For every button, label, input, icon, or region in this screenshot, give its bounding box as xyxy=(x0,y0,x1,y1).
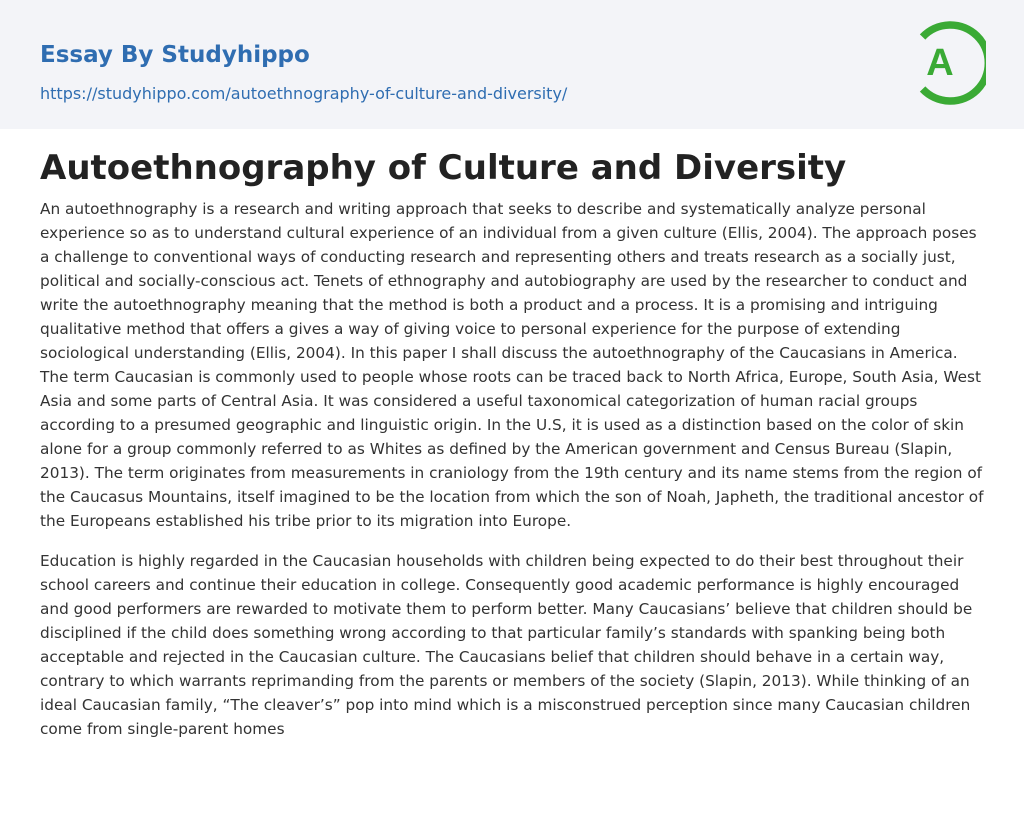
logo-letter: A xyxy=(926,42,954,84)
studyhippo-logo-icon[interactable] xyxy=(912,20,986,106)
site-header xyxy=(0,0,1024,129)
essay-url-link[interactable]: https://studyhippo.com/autoethnography-of-culture-and-diversity/ xyxy=(40,84,568,103)
essay-paragraph-1: An autoethnography is a research and writing approach that seeks to describe and systematically analyze personal experience so as to understand cultural experience of an individual from a given culture (Ellis, 2004). The approach poses a challenge to conventional ways of conducting research and representing others and treats research as a socially just, political and socially-conscious act. Tenets of ethnography and autobiography are used by the researcher to conduct and write the autoethnography meaning that the method is both a product and a process. It is a promising and intriguing qualitative method that offers a gives a way of giving voice to personal experience for the purpose of extending sociological understanding (Ellis, 2004). In this paper I shall discuss the autoethnography of the Caucasians in America. xyxy=(40,200,977,362)
essay-paragraph-3: Education is highly regarded in the Caucasian households with children being expected to do their best throughout their school careers and continue their education in college. Consequently good academic performance is highly encouraged and good performers are rewarded to motivate them to perform better. Many Caucasians’ believe that children should be disciplined if the child does something wrong according to that particular family’s standards with spanking being both acceptable and rejected in the Caucasian culture. The Caucasians belief that children should behave in a certain way, contrary to which warrants reprimanding from the parents or members of the society (Slapin, 2013). While thinking of an ideal Caucasian family, “The cleaver’s” pop into mind which is a misconstrued perception since many Caucasian children come from single-parent homes xyxy=(40,552,973,738)
essay-content xyxy=(40,145,984,741)
essay-title: Autoethnography of Culture and Diversity xyxy=(40,148,847,188)
site-title[interactable]: Essay By Studyhippo xyxy=(40,42,310,68)
essay-paragraph-2: The term Caucasian is commonly used to people whose roots can be traced back to North Africa, Europe, South Asia, West Asia and some parts of Central Asia. It was considered a useful taxonomical categorization of human racial groups according to a presumed geographic and linguistic origin. In the U.S, it is used as a distinction based on the color of skin alone for a group commonly referred to as Whites as defined by the American government and Census Bureau (Slapin, 2013). The term originates from measurements in craniology from the 19th century and its name stems from the region of the Caucasus Mountains, itself imagined to be the location from which the son of Noah, Japheth, the traditional ancestor of the Europeans established his tribe prior to its migration into Europe. xyxy=(40,368,984,530)
